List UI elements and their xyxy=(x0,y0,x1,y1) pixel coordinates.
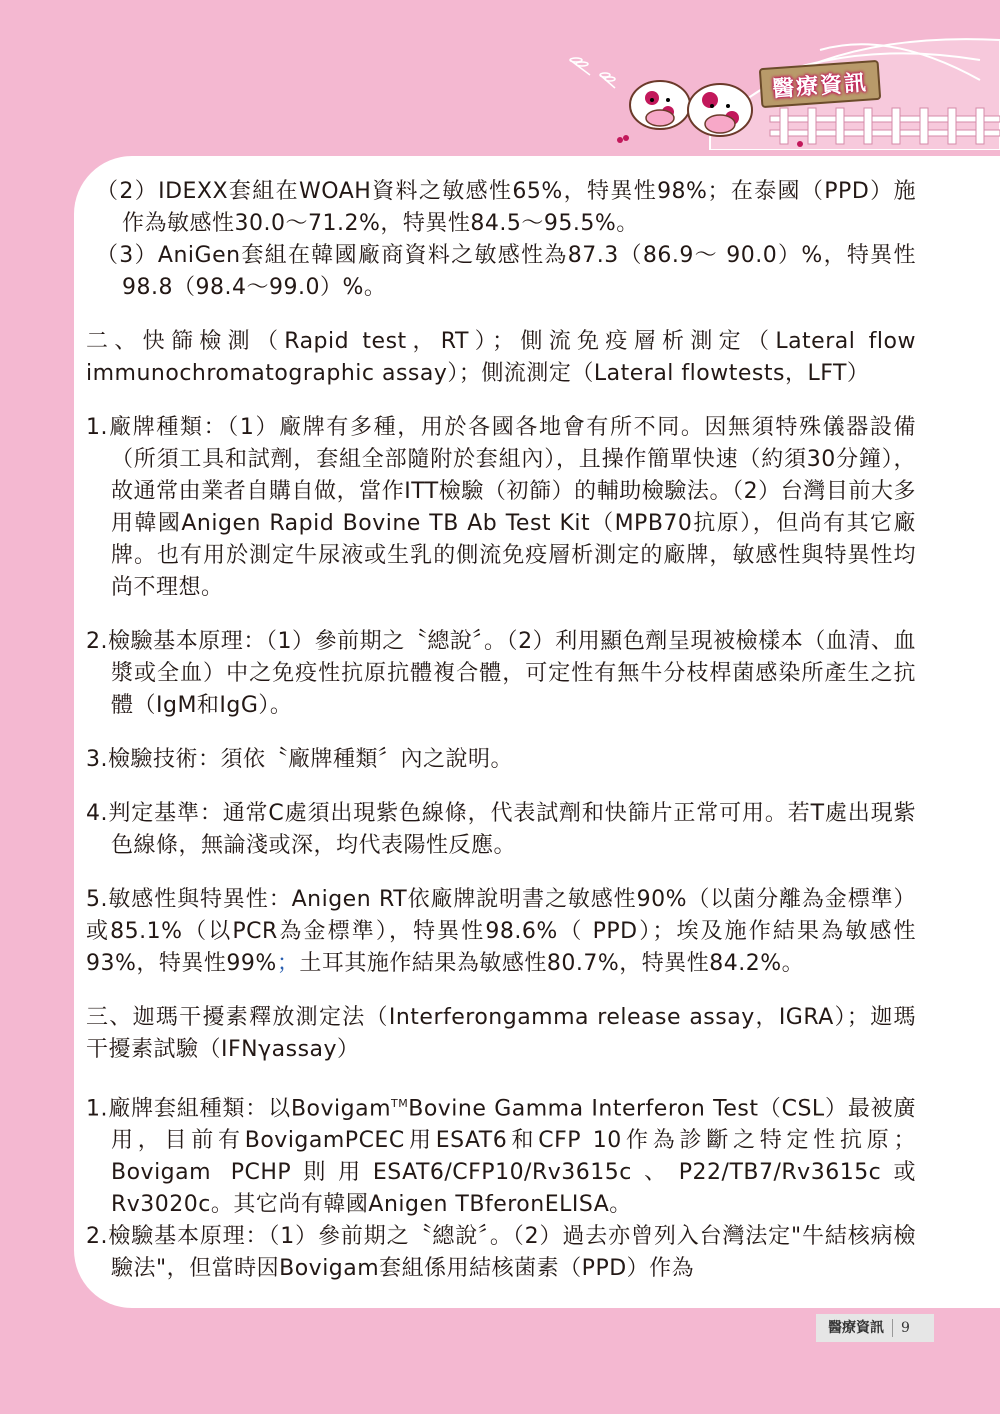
footer-page-label xyxy=(816,1314,934,1342)
trademark-mark: TM xyxy=(391,1097,409,1110)
section-3-title: 三、迦瑪干擾素釋放測定法（Interferongamma release assay，IGRA）；迦瑪干擾素試驗（IFNγassay） xyxy=(86,1005,916,1062)
page-number: 9 xyxy=(901,1320,910,1336)
section-3-item-2: 2.檢驗基本原理：（1）參前期之〝總說〞。（2）過去亦曾列入台灣法定"牛結核病檢驗法"，但當時因Bovigam套組係用結核菌素（PPD）作為 xyxy=(86,1224,916,1282)
section-3-item-1-text-b: Bovine Gamma Interferon Test（CSL）最被廣用，目前有BovigamPCEC用ESAT6和CFP 10作為診斷之特定性抗原；Bovigam PCHP則用ESAT6/CFP10/Rv3615c、P22/TB7/Rv3615c或Rv3020c。其它尚有韓國Anigen TBferonELISA。 xyxy=(111,1096,916,1218)
section-3-item-1 xyxy=(86,1088,916,1221)
cow-icon xyxy=(688,84,752,136)
section-2-item-1: 1.廠牌種類：（1）廠牌有多種，用於各國各地會有所不同。因無須特殊儀器設備（所須工具和試劑，套組全部隨附於套組內），且操作簡單快速（約須30分鐘），故通常由業者自購自做，當作ITT檢驗（初篩）的輔助檢驗法。（2）台灣目前大多用韓國Anigen Rapid Bovine TB Ab Test Kit（MPB70抗原），但尚有其它廠牌。也有用於測定牛尿液或生乳的側流免疫層析測定的廠牌，敏感性與特異性均尚不理想。 xyxy=(86,415,916,600)
section-2-item-4: 4.判定基準：通常C處須出現紫色線條，代表試劑和快篩片正常可用。若T處出現紫色線條，無論淺或深，均代表陽性反應。 xyxy=(86,801,916,858)
header-title: 醫療資訊 xyxy=(759,60,881,108)
section-2-title: 二、快篩檢測（Rapid test，RT）；側流免疫層析測定（Lateral flow immunochromatographic assay）；側流測定（Lateral flowtests，LFT） xyxy=(86,329,916,386)
article-body xyxy=(86,176,916,1285)
footer-section-name: 醫療資訊 xyxy=(816,1319,893,1337)
item-2-paragraph: （2）IDEXX套組在WOAH資料之敏感性65%，特異性98%；在泰國（PPD）施作為敏感性30.0～71.2%，特異性84.5～95.5%。 xyxy=(96,179,916,236)
section-2-item-5 xyxy=(86,884,916,980)
section-2-item-3: 3.檢驗技術：須依〝廠牌種類〞內之說明。 xyxy=(86,747,513,772)
section-2-item-5-separator: ； xyxy=(276,951,300,976)
section-3-item-1-text-a: 1.廠牌套組種類：以Bovigam xyxy=(86,1096,392,1122)
section-2-item-5-text-b: 土耳其施作結果為敏感性80.7%，特異性84.2%。 xyxy=(299,951,805,976)
section-2-item-2: 2.檢驗基本原理：（1）參前期之〝總說〞。（2）利用顯色劑呈現被檢樣本（血清、血漿或全血）中之免疫性抗原抗體複合體，可定性有無牛分枝桿菌感染所產生之抗體（IgM和IgG）。 xyxy=(86,629,916,718)
section-2-item-5-text-a: 5.敏感性與特異性：Anigen RT依廠牌說明書之敏感性90%（以菌分離為金標準）或85.1%（以PCR為金標準），特異性98.6%（ PPD）；埃及施作結果為敏感性93%，特異性99% xyxy=(86,887,916,976)
item-3-paragraph: （3）AniGen套組在韓國廠商資料之敏感性為87.3（86.9～ 90.0）%，特異性98.8（98.4～99.0）%。 xyxy=(96,243,916,300)
cow-icon xyxy=(630,81,690,129)
